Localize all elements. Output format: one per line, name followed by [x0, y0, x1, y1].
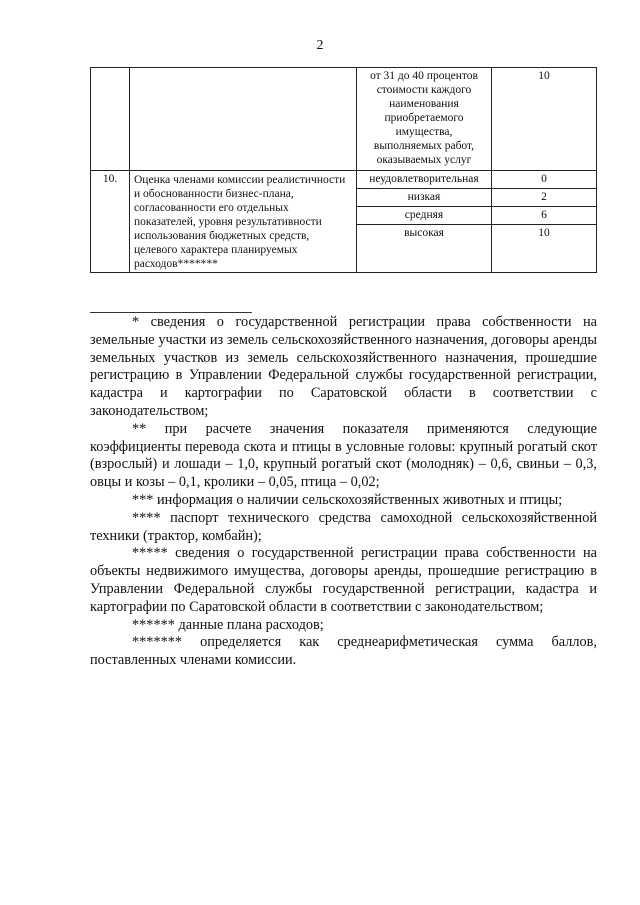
footnote: **** паспорт технического средства самоходной сельскохозяйственной техники (трактор, комбайн); — [90, 509, 597, 544]
footnote: ***** сведения о государственной регистрации права собственности на объекты недвижимого имущества, договоры аренды, прошедшие регистрацию в Управлении Федеральной службы государственной регистрации, кадастра и картографии по Саратовской области в соответствии с законодательством; — [90, 545, 597, 615]
criteria-table — [90, 67, 597, 273]
criterion-cell — [130, 68, 357, 171]
criterion-cell: Оценка членами комиссии реалистичности и обоснованности бизнес-плана, согласованности его отдельных показателей, уровня результативности использования бюджетных средств, целевого характера планируемых расходов******* — [130, 171, 357, 273]
footnote: ******* определяется как среднеарифметическая сумма баллов, поставленных членами комиссии. — [90, 634, 597, 669]
level-cell: средняя — [357, 207, 492, 225]
score-cell: 10 — [492, 225, 597, 273]
score-cell: 6 — [492, 207, 597, 225]
score-cell: 2 — [492, 189, 597, 207]
score-cell: 10 — [492, 68, 597, 171]
footnote-separator — [90, 312, 252, 313]
score-cell: 0 — [492, 171, 597, 189]
level-cell: неудовлетворительная — [357, 171, 492, 189]
row-number-cell — [91, 68, 130, 171]
footnote: ****** данные плана расходов; — [132, 616, 324, 633]
footnote: ** при расчете значения показателя применяются следующие коэффициенты перевода скота и птицы в условные головы: крупный рогатый скот (взрослый) и лошади – 1,0, крупный рогатый скот (молодняк) – 0,6, свиньи – 0,3, овцы и козы – 0,1, кролики – 0,05, птица – 0,02; — [90, 420, 597, 491]
level-cell: высокая — [357, 225, 492, 273]
level-cell: низкая — [357, 189, 492, 207]
footnotes — [90, 314, 597, 670]
footnote: * сведения о государственной регистрации права собственности на земельные участки из земель сельскохозяйственного назначения, договоры аренды земельных участков из земель сельскохозяйственного назначения, прошедшие регистрацию в Управлении Федеральной службы государственной регистрации, кадастра и картографии по Саратовской области в соответствии с законодательством; — [90, 314, 597, 419]
page-number: 2 — [316, 38, 324, 53]
table-row — [91, 171, 597, 189]
level-cell: от 31 до 40 процентов стоимости каждого наименования приобретаемого имущества, выполняемых работ, оказываемых услуг — [357, 68, 492, 171]
table-row — [91, 68, 597, 171]
row-number-cell: 10. — [91, 171, 130, 273]
footnote: *** информация о наличии сельскохозяйственных животных и птицы; — [132, 491, 563, 508]
